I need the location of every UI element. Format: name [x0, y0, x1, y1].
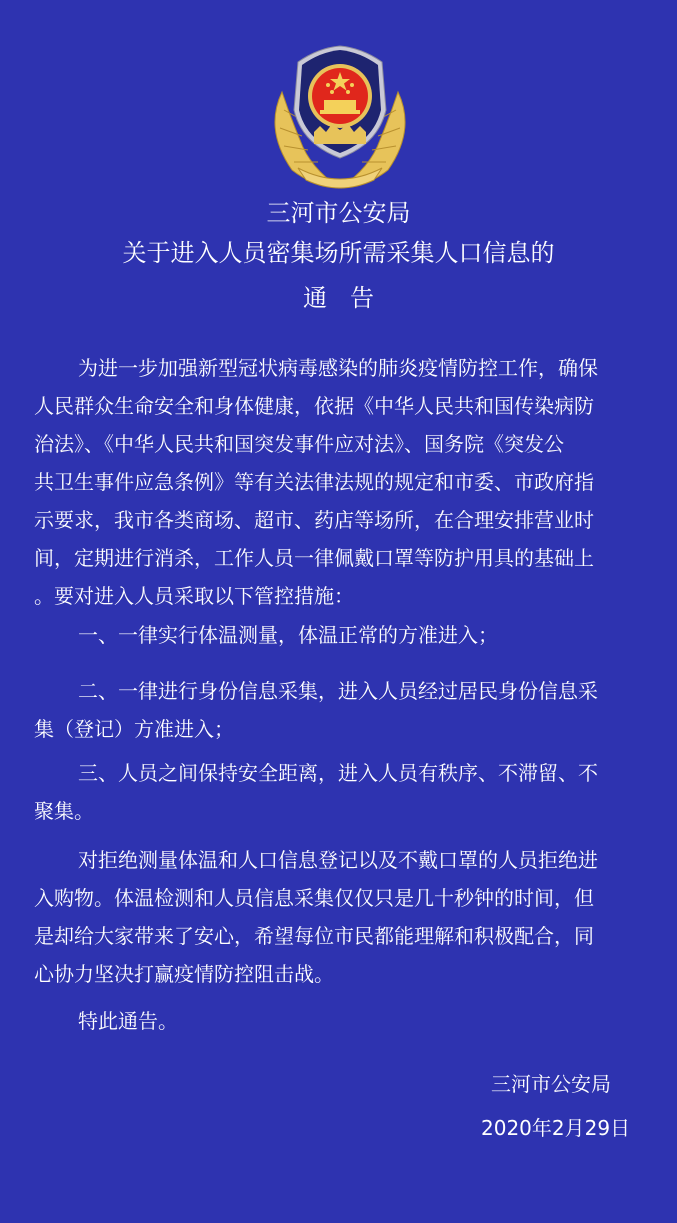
closing-line: 是却给大家带来了安心，希望每位市民都能理解和积极配合，同 — [34, 924, 594, 948]
measure-item-1 — [34, 616, 646, 654]
closing-line: 对拒绝测量体温和人口信息登记以及不戴口罩的人员拒绝进 — [78, 848, 598, 872]
final-statement — [34, 1002, 646, 1040]
measure-line: 二、一律进行身份信息采集，进入人员经过居民身份信息采 — [78, 679, 598, 703]
closing-line: 入购物。体温检测和人员信息采集仅仅只是几十秒钟的时间，但 — [34, 886, 594, 910]
intro-line: 示要求，我市各类商场、超市、药店等场所，在合理安排营业时 — [34, 508, 594, 532]
intro-line: 为进一步加强新型冠状病毒感染的肺炎疫情防控工作，确保 — [78, 356, 598, 380]
final-line: 特此通告。 — [78, 1009, 178, 1033]
org-title: 三河市公安局 — [266, 199, 411, 227]
signature-date: 2020年2月29日 — [481, 1116, 631, 1140]
intro-line: 间，定期进行消杀，工作人员一律佩戴口罩等防护用具的基础上 — [34, 546, 594, 570]
intro-line: 共卫生事件应急条例》等有关法律法规的规定和市委、市政府指 — [34, 470, 594, 494]
measure-line: 三、人员之间保持安全距离，进入人员有秩序、不滞留、不 — [78, 761, 598, 785]
closing-line: 心协力坚决打赢疫情防控阻击战。 — [34, 962, 334, 986]
doc-type-char-2: 告 — [349, 284, 374, 312]
intro-line: 。要对进入人员采取以下管控措施： — [34, 584, 354, 608]
measure-item-3 — [34, 754, 646, 830]
measure-item-2 — [34, 672, 646, 748]
doc-type-char-1: 通 — [303, 284, 328, 312]
intro-line: 人民群众生命安全和身体健康，依据《中华人民共和国传染病防 — [34, 394, 594, 418]
measure-line: 集（登记）方准进入； — [34, 717, 234, 741]
measure-line: 一、一律实行体温测量，体温正常的方准进入； — [78, 623, 498, 647]
signature-org: 三河市公安局 — [491, 1072, 611, 1096]
notice-doc-type — [0, 283, 677, 313]
intro-line: 治法》、《中华人民共和国突发事件应对法》、国务院《突发公 — [34, 432, 564, 456]
intro-paragraph — [34, 349, 646, 615]
measure-line: 聚集。 — [34, 799, 94, 823]
notice-subject: 关于进入人员密集场所需采集人口信息的 — [122, 239, 555, 267]
police-badge-emblem-icon — [262, 40, 418, 190]
closing-paragraph — [34, 841, 646, 993]
